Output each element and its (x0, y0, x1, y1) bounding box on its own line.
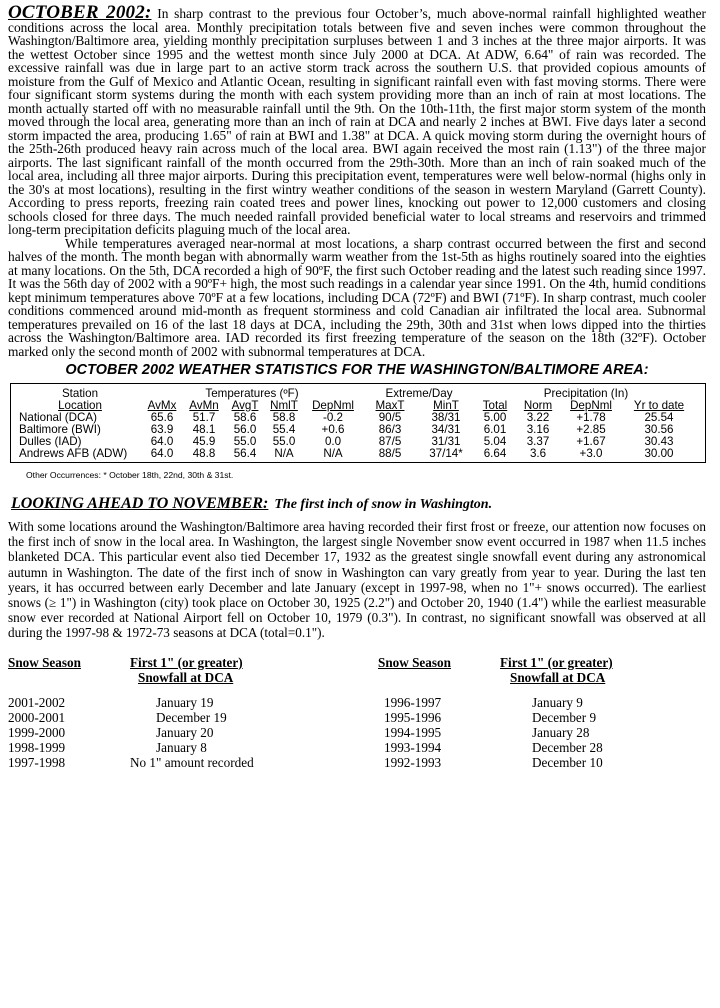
snow-season-header: Snow Season (8, 654, 81, 670)
group-extreme: Extreme/Day (385, 387, 453, 400)
season: 1997-1998 (8, 754, 66, 770)
first-date: December 10 (532, 754, 603, 770)
october-heading: OCTOBER 2002: (8, 2, 152, 23)
table-cell: 65.6 (150, 411, 174, 424)
first-date: January 9 (532, 694, 583, 710)
col-header: MinT (433, 399, 459, 412)
table-cell: 55.0 (233, 435, 257, 448)
season: 1993-1994 (384, 739, 442, 755)
table-cell: 48.8 (192, 447, 216, 460)
table-cell: 38/31 (431, 411, 461, 424)
group-temps: Temperatures (ºF) (205, 387, 299, 400)
table-cell: 45.9 (192, 435, 216, 448)
table-row (8, 740, 700, 755)
table-cell: +0.6 (321, 423, 345, 436)
table-cell: 48.1 (192, 423, 216, 436)
october-text-1: In sharp contrast to the previous four October’s, much above-normal rainfall highlighted weather conditions across the local area. Monthly precipitation totals between five and seven inches were common throughout the Washington/Baltimore area, yielding monthly precipitation surpluses between 1 and 3 inches at the three major airports. It was the wettest October since 1995 and the wettest month since July 2000 at DCA. At ADW, 6.64" of rain was recorded. The excessive rainfall was due in large part to an active storm track across the southern U.S. that provided copious amounts of moisture from the Gulf of Mexico and Atlantic Ocean, resulting in significant rainfall even with fast moving storms. There were four significant storm systems during the month with each system providing more than an inch of rain at most locations. The month actually started off with no measurable rainfall until the 9th. On the 10th-11th, the first major storm system of the month moved through the local area, generating more than an inch of rain at DCA and nearly 2 inches at BWI. Five days later a second storm impacted the area, producing 1.65" of rain at BWI and 1.38" at DCA. A quick moving storm during the overnight hours of the 25th-26th produced heavy rain across much of the local area. BWI again received the most rain (1.13") of the three major airports. The last significant rainfall of the month occurred from the 29th-30th. More than an inch of rain soaked much of the local area, including all three major airports. During this precipitation event, temperatures were well below-normal (highs only in the 30's at most locations), resulting in the first wintry weather conditions of the season in western Maryland (Garrett County). According to press reports, freezing rain coated trees and power lines, knocking out power to 12,000 customers and closing schools closed for three days. The much needed rainfall provided beneficial water to local streams and reservoirs and trimmed long-term precipitation deficits plaguing much of the local area. (8, 6, 706, 237)
table-cell: 55.4 (272, 423, 296, 436)
season: 1998-1999 (8, 739, 66, 755)
table-cell: 5.00 (483, 411, 507, 424)
table-cell: 6.64 (483, 447, 507, 460)
dca-header: Snowfall at DCA (138, 669, 234, 685)
snow-header-row (8, 655, 700, 670)
first-date: December 28 (532, 739, 603, 755)
season: 1992-1993 (384, 754, 442, 770)
stats-footnote: Other Occurrences: * October 18th, 22nd, 30th & 31st. (26, 470, 234, 480)
table-row (8, 710, 700, 725)
table-cell: 30.43 (644, 435, 674, 448)
november-heading-line (11, 495, 706, 513)
table-cell: 55.0 (272, 435, 296, 448)
table-cell: 64.0 (150, 447, 174, 460)
newsletter-page (8, 2, 706, 770)
table-cell: 56.4 (233, 447, 257, 460)
dca-header: Snowfall at DCA (510, 669, 606, 685)
col-header: NmlT (270, 399, 298, 412)
table-cell: +1.67 (576, 435, 606, 448)
first-date: January 20 (156, 724, 214, 740)
table-cell: 31/31 (431, 435, 461, 448)
table-cell: 3.16 (526, 423, 550, 436)
station-name: Andrews AFB (ADW) (19, 447, 128, 460)
season: 2000-2001 (8, 709, 66, 725)
stats-title: OCTOBER 2002 WEATHER STATISTICS FOR THE WASHINGTON/BALTIMORE AREA: (65, 362, 649, 378)
station-name: Baltimore (BWI) (19, 423, 101, 436)
group-station: Station (61, 387, 99, 400)
table-cell: 56.0 (233, 423, 257, 436)
col-header: DepNml (312, 399, 354, 412)
col-header: Norm (523, 399, 553, 412)
group-precip: Precipitation (In) (543, 387, 629, 400)
snow-season-header: Snow Season (378, 654, 451, 670)
table-cell: 90/5 (378, 411, 402, 424)
first-date: January 19 (156, 694, 214, 710)
table-row (8, 755, 700, 770)
table-cell: +3.0 (579, 447, 603, 460)
table-cell: +1.78 (576, 411, 606, 424)
table-cell: 87/5 (378, 435, 402, 448)
col-header: AvMx (147, 399, 177, 412)
october-paragraph-1 (8, 2, 706, 237)
first-date: No 1" amount recorded (130, 754, 254, 770)
table-cell: 88/5 (378, 447, 402, 460)
snow-table (8, 655, 700, 770)
table-cell: 5.04 (483, 435, 507, 448)
season: 2001-2002 (8, 694, 66, 710)
november-paragraph: With some locations around the Washington/Baltimore area having recorded their first frost or freeze, our attention now focuses on the first inch of snow in the local area. In Washington, the largest single November snow event occurred in 1987 when 11.5 inches blanketed DCA. This particular event also tied December 17, 1932 as the greatest single snowfall event during any astronomical autumn in Washington. The date of the first inch of snow in Washington can vary greatly from year to year. During the last ten years, it has occurred between early December and late January (except in 1997-98, when no 1"+ snows occurred). The earliest snows (≥ 1") in Washington (city) took place on October 30, 1925 (2.2") and October 20, 1940 (1.4") while the earliest measurable snow ever recorded at National Airport fell on October 10, 1979 (0.3"). In contrast, no significant snowfall was observed at all during the 1997-98 & 1972-73 seasons at DCA (total=0.1"). (8, 519, 706, 641)
col-header: AvgT (231, 399, 259, 412)
table-cell: 25.54 (644, 411, 674, 424)
table-cell: 30.56 (644, 423, 674, 436)
table-cell: 58.6 (233, 411, 257, 424)
table-cell: 58.8 (272, 411, 296, 424)
table-cell: 63.9 (150, 423, 174, 436)
table-cell: 64.0 (150, 435, 174, 448)
season: 1994-1995 (384, 724, 442, 740)
table-row (19, 448, 697, 460)
stats-box (10, 383, 706, 463)
season: 1999-2000 (8, 724, 66, 740)
first-date: December 9 (532, 709, 597, 725)
stats-table (19, 388, 697, 460)
first-inch-header: First 1" (or greater) (130, 654, 243, 670)
table-cell: 3.37 (526, 435, 550, 448)
table-cell: 3.6 (529, 447, 547, 460)
col-header: AvMn (189, 399, 219, 412)
table-cell: 6.01 (483, 423, 507, 436)
col-header: Yr to date (633, 399, 685, 412)
table-row (8, 725, 700, 740)
table-cell: 86/3 (378, 423, 402, 436)
col-header: MaxT (375, 399, 405, 412)
november-subheading: The first inch of snow in Washington. (274, 497, 493, 512)
first-date: January 28 (532, 724, 590, 740)
first-inch-header: First 1" (or greater) (500, 654, 613, 670)
station-name: National (DCA) (19, 411, 97, 424)
table-cell: +2.85 (576, 423, 606, 436)
table-cell: N/A (323, 447, 343, 460)
snow-header-row-2 (8, 670, 700, 685)
table-cell: N/A (274, 447, 294, 460)
table-cell: -0.2 (323, 411, 343, 424)
table-cell: 30.00 (644, 447, 674, 460)
table-cell: 51.7 (192, 411, 216, 424)
table-cell: 37/14* (429, 447, 463, 460)
col-header: Total (482, 399, 508, 412)
col-header: Location (58, 399, 102, 412)
first-date: January 8 (156, 739, 207, 755)
first-date: December 19 (156, 709, 227, 725)
col-header: DepNml (570, 399, 612, 412)
table-cell: 0.0 (324, 435, 342, 448)
table-row (8, 695, 700, 710)
season: 1996-1997 (384, 694, 442, 710)
table-cell: 34/31 (431, 423, 461, 436)
november-heading: LOOKING AHEAD TO NOVEMBER: (11, 495, 269, 512)
october-paragraph-2: While temperatures averaged near-normal at most locations, a sharp contrast occurred between the first and second halves of the month. The month began with abnormally warm weather from the 1st-5th as highs routinely soared into the eighties at many locations. On the 5th, DCA recorded a high of 90ºF, the first such October reading and the latest such reading since 1997. It was the 56th day of 2002 with a 90ºF+ high, the most such readings in a calendar year since 1991. On the 4th, humid conditions kept minimum temperatures above 70ºF at a few locations, including DCA (72ºF) and BWI (71ºF). In sharp contrast, much cooler conditions commenced around mid-month as frequent storminess and cold Canadian air infiltrated the local area. Subnormal temperatures prevailed on 16 of the last 18 days at DCA, including the 29th, 30th and 31st when lows dipped into the thirties across the Washington/Baltimore area. IAD recorded its first freezing temperature of the season on the 18th (32ºF). October marked only the second month of 2002 with subnormal temperatures at DCA. (8, 235, 706, 359)
table-cell: 3.22 (526, 411, 550, 424)
station-name: Dulles (IAD) (19, 435, 82, 448)
season: 1995-1996 (384, 709, 442, 725)
